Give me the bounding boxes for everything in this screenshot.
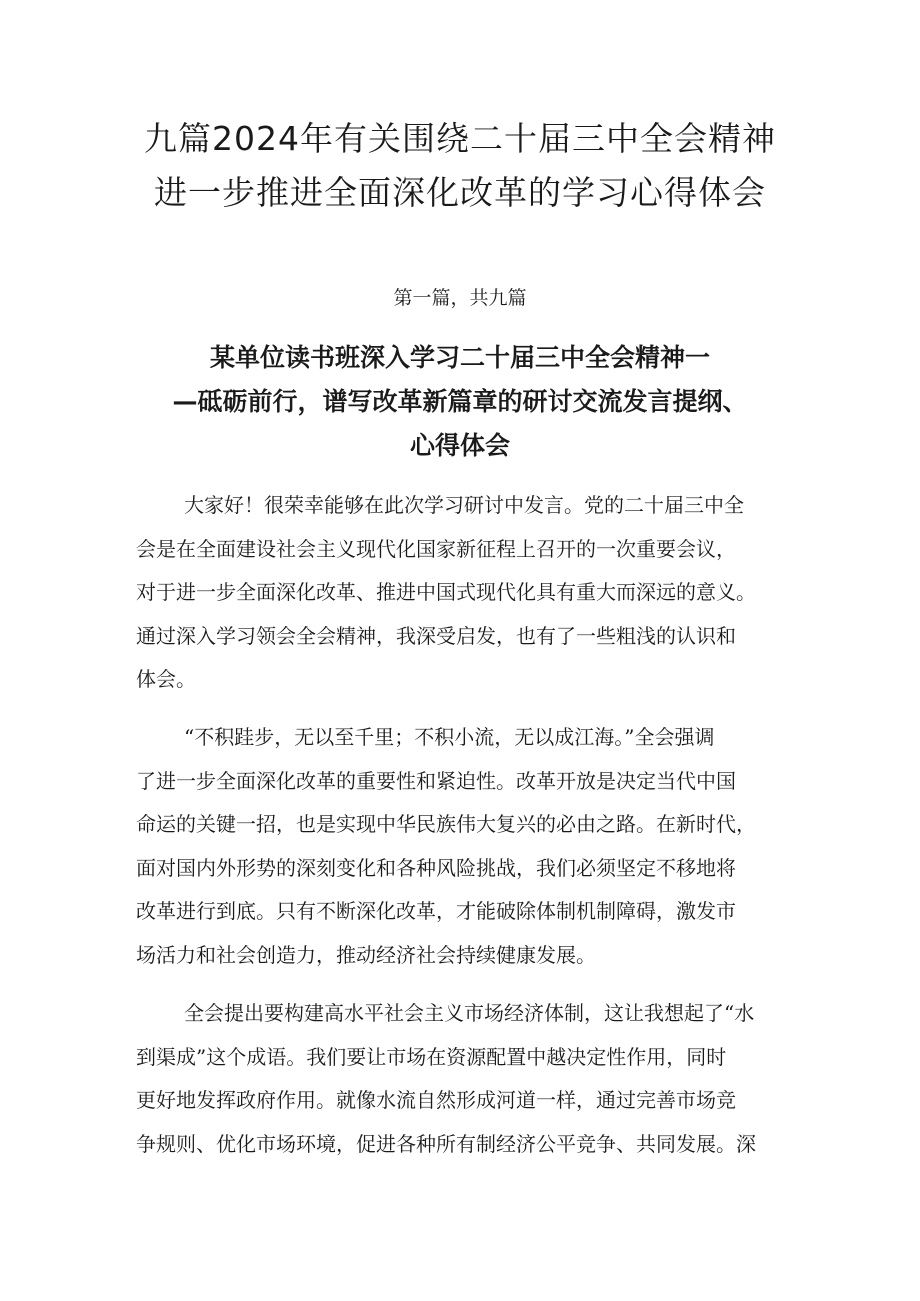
body-paragraph (136, 716, 792, 978)
subtitle-line: 心得体会 (409, 431, 510, 460)
paragraph-line: 更好地发挥政府作用。就像水流自然形成河道一样，通过完善市场竞 (136, 1088, 736, 1113)
document-title (100, 112, 820, 220)
paragraph-line: 面对国内外形势的深刻变化和各种风险挑战，我们必须坚定不移地将 (136, 855, 736, 880)
paragraph-line: 争规则、优化市场环境，促进各种所有制经济公平竞争、共同发展。深 (136, 1131, 756, 1156)
body-paragraph (136, 484, 792, 702)
paragraph-line: 会是在全面建设社会主义现代化国家新征程上召开的一次重要会议， (136, 536, 736, 561)
paragraph-line: 大家好！很荣幸能够在此次学习研讨中发言。党的二十届三中全 (184, 493, 744, 517)
paragraph-line: 了进一步全面深化改革的重要性和紧迫性。改革开放是决定当代中国 (136, 768, 736, 793)
paragraph-line: 命运的关键一招，也是实现中华民族伟大复兴的必由之路。在新时代， (136, 812, 756, 837)
body-paragraph (136, 992, 792, 1166)
paragraph-line: 通过深入学习领会全会精神，我深受启发，也有了一些粗浅的认识和 (136, 623, 736, 648)
paragraph-line: 改革进行到底。只有不断深化改革，才能破除体制机制障碍，激发市 (136, 899, 736, 924)
title-line: 进一步推进全面深化改革的学习心得体会 (154, 173, 766, 212)
article-subtitle (150, 336, 770, 468)
part-label: 第一篇，共九篇 (393, 287, 527, 309)
title-line: 九篇2024年有关围绕二十届三中全会精神 (144, 119, 776, 158)
paragraph-line: 体会。 (136, 667, 196, 692)
subtitle-line: 某单位读书班深入学习二十届三中全会精神一 (209, 343, 710, 372)
paragraph-line: 到渠成”这个成语。我们要让市场在资源配置中越决定性作用，同时 (136, 1044, 727, 1069)
paragraph-line: 场活力和社会创造力，推动经济社会持续健康发展。 (136, 942, 596, 967)
paragraph-line: 对于进一步全面深化改革、推进中国式现代化具有重大而深远的意义。 (136, 580, 756, 605)
paragraph-line: “不积跬步，无以至千里；不积小流，无以成江海。”全会强调 (184, 725, 715, 749)
paragraph-line: 全会提出要构建高水平社会主义市场经济体制，这让我想起了“水 (184, 1001, 755, 1025)
subtitle-line: —砥砺前行，谱写改革新篇章的研讨交流发言提纲、 (172, 387, 748, 416)
